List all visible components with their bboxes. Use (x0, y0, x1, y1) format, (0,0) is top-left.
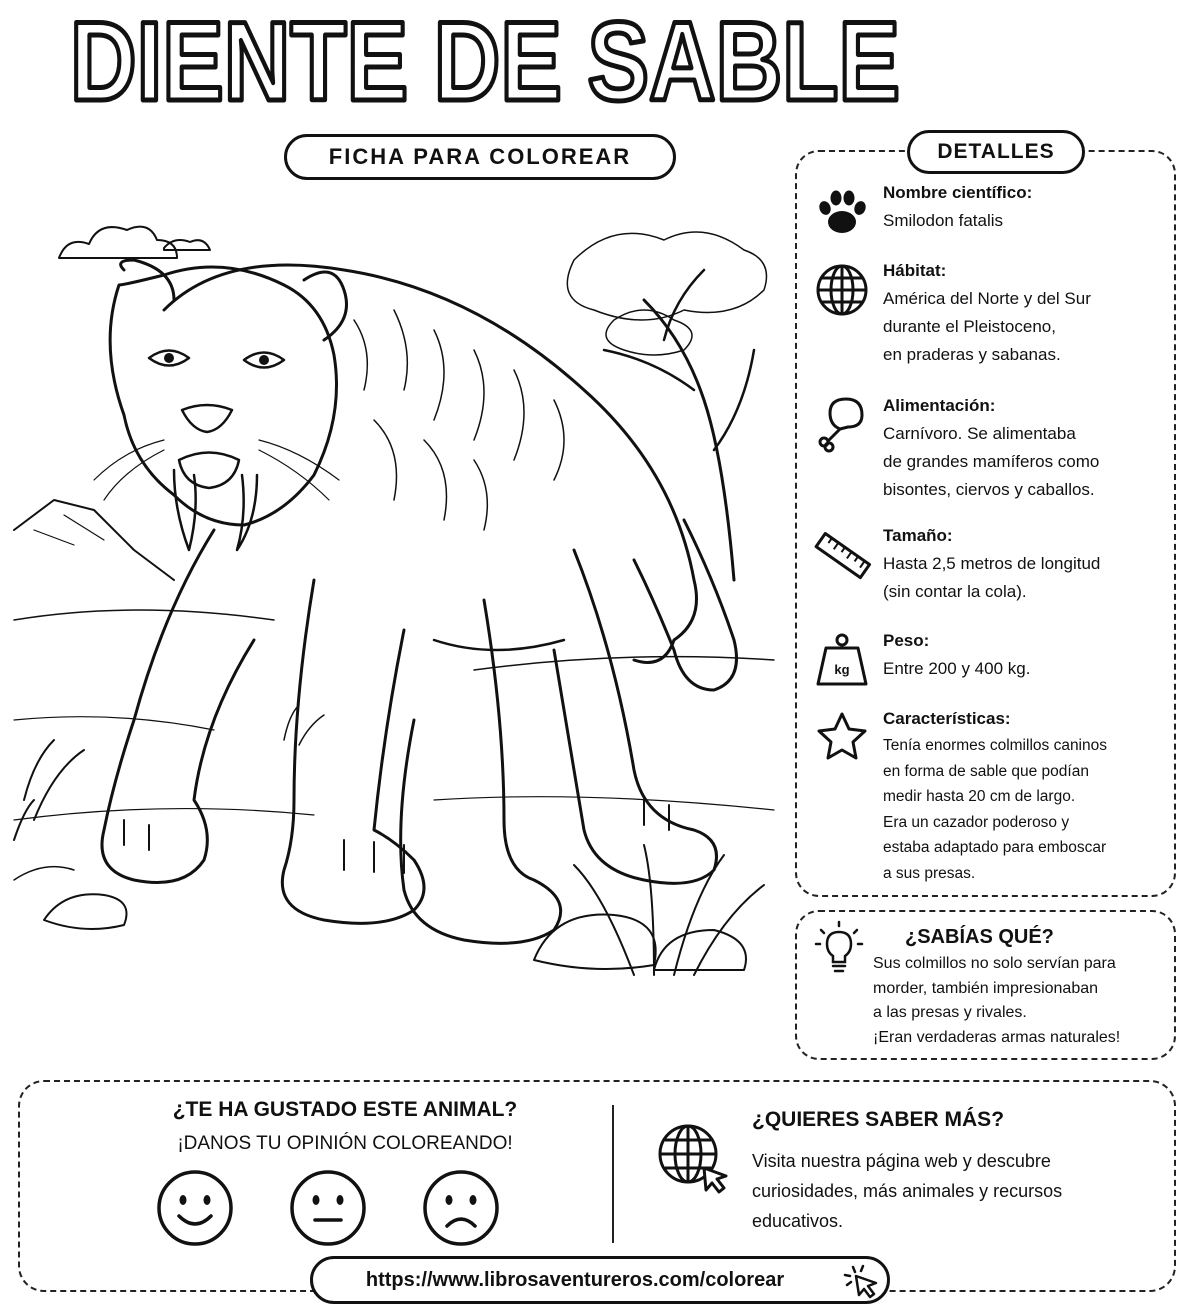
lightbulb-icon (815, 920, 863, 976)
detail-habitat (812, 260, 1172, 370)
detail-line: durante el Pleistoceno, (883, 317, 1056, 336)
detail-line: estaba adaptado para emboscar (883, 839, 1107, 856)
detail-label: Tamaño: (883, 526, 953, 545)
website-url[interactable]: https://www.librosaventureros.com/colorear (365, 1268, 785, 1291)
drumstick-icon (812, 395, 872, 455)
detail-features (812, 708, 1172, 888)
detail-value (883, 733, 1175, 886)
detail-value (883, 550, 1175, 606)
detail-line: Era un cazador poderoso y (883, 813, 1070, 831)
weight-icon-tag: kg (834, 662, 850, 677)
more-info-text (752, 1146, 1152, 1236)
cursor-click-icon (843, 1263, 881, 1301)
detail-line: América del Norte y del Sur (883, 289, 1091, 308)
details-heading-label: DETALLES (937, 140, 1055, 163)
detail-weight (812, 630, 1172, 690)
detail-label: Peso: (883, 631, 930, 650)
website-link[interactable] (310, 1256, 890, 1304)
detail-value (883, 285, 1175, 369)
detail-line: medir hasta 20 cm de largo. (883, 788, 1076, 805)
more-info-line: Visita nuestra página web y descubre (752, 1151, 1051, 1171)
detail-line: Hasta 2,5 metros de longitud (883, 554, 1101, 573)
detail-value (883, 207, 1175, 235)
subtitle-label: FICHA PARA COLOREAR (328, 144, 632, 169)
opinion-title: ¿TE HA GUSTADO ESTE ANIMAL? (172, 1098, 518, 1121)
sabertooth-illustration (14, 200, 780, 975)
page-title (60, 0, 910, 124)
detail-value (883, 655, 1175, 683)
detail-line: en praderas y sabanas. (883, 345, 1061, 364)
ruler-icon (812, 525, 872, 585)
paw-icon (812, 182, 872, 242)
neutral-face-icon[interactable] (288, 1168, 368, 1248)
detail-line: Tenía enormes colmillos caninos (883, 737, 1107, 754)
more-info-line: educativos. (752, 1211, 844, 1231)
detail-size (812, 525, 1172, 605)
star-icon (812, 708, 872, 768)
fun-fact-text (873, 952, 1173, 1050)
more-info-title: ¿QUIERES SABER MÁS? (752, 1108, 1005, 1131)
globe-icon (812, 260, 872, 320)
detail-label: Nombre científico: (883, 183, 1033, 202)
fun-fact-line: a las presas y rivales. (873, 1004, 1027, 1021)
subtitle-pill (284, 134, 676, 180)
detail-value (883, 420, 1175, 504)
detail-line: de grandes mamíferos como (883, 452, 1100, 471)
weight-icon (812, 630, 872, 690)
detail-line: a sus presas. (883, 864, 976, 882)
detail-line: Smilodon fatalis (883, 211, 1004, 230)
detail-label: Características: (883, 709, 1011, 728)
sad-face-icon[interactable] (421, 1168, 501, 1248)
detail-line: bisontes, ciervos y caballos. (883, 480, 1095, 499)
detail-label: Alimentación: (883, 396, 996, 415)
detail-diet (812, 395, 1172, 505)
title-outline-text: DIENTE DE SABLE (70, 0, 900, 124)
detail-line: Entre 200 y 400 kg. (883, 659, 1031, 678)
detail-line: Carnívoro. Se alimentaba (883, 424, 1076, 443)
fun-fact-title: ¿SABÍAS QUÉ? (905, 926, 1054, 948)
web-globe-icon (652, 1118, 732, 1198)
detail-line: en forma de sable que podían (883, 762, 1089, 780)
fun-fact-line: Sus colmillos no solo servían para (873, 955, 1116, 972)
detail-scientific-name (812, 182, 1172, 242)
detail-line: (sin contar la cola). (883, 582, 1027, 601)
opinion-subtitle: ¡DANOS TU OPINIÓN COLOREANDO! (177, 1133, 513, 1154)
detail-label: Hábitat: (883, 261, 947, 280)
details-heading (907, 130, 1085, 174)
more-info-line: curiosidades, más animales y recursos (752, 1181, 1063, 1201)
fun-fact-line: morder, también impresionaban (873, 979, 1099, 997)
happy-face-icon[interactable] (155, 1168, 235, 1248)
fun-fact-line: ¡Eran verdaderas armas naturales! (873, 1028, 1121, 1046)
footer-divider (612, 1105, 614, 1243)
